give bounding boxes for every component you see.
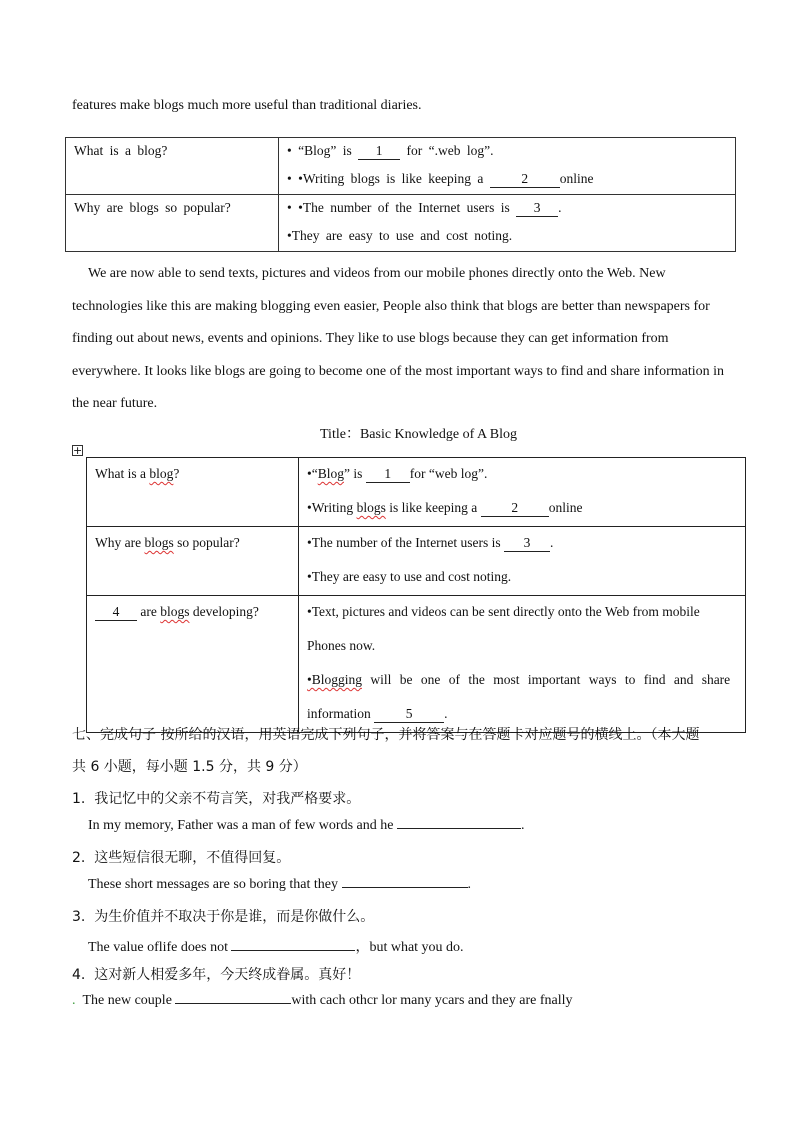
table-cell-answer bbox=[279, 195, 736, 252]
text: so popular? bbox=[173, 535, 240, 550]
text: •“ bbox=[307, 466, 318, 481]
text: •Blogging bbox=[307, 672, 362, 687]
table-cell-answer bbox=[279, 138, 736, 195]
blank-5[interactable]: 5 bbox=[374, 706, 444, 723]
answer-line bbox=[307, 664, 737, 698]
table-cell-answer bbox=[299, 527, 746, 596]
answer-blank[interactable] bbox=[397, 828, 521, 829]
text: blogs bbox=[160, 604, 190, 619]
question-text: Why are blogs so popular? bbox=[74, 200, 231, 215]
item-1-english bbox=[88, 818, 524, 834]
text: ? bbox=[173, 466, 180, 481]
answer-blank[interactable] bbox=[231, 950, 355, 951]
table-move-handle-icon[interactable]: + bbox=[73, 444, 83, 457]
text: developing? bbox=[189, 604, 259, 619]
answer-line: Phones now. bbox=[307, 638, 376, 653]
table-cell-question bbox=[66, 138, 279, 195]
answer-text: • •Writing blogs is like keeping a bbox=[287, 171, 484, 186]
english-text: ，but what you do. bbox=[355, 940, 464, 955]
section-heading: 七、完成句子 按所给的汉语，用英语完成下列句子，并将答案与在答题卡对应题号的横线上。（本大题 bbox=[72, 727, 700, 743]
table-row bbox=[66, 138, 736, 195]
answer-text: . bbox=[558, 200, 562, 215]
english-text: The value oflife does not bbox=[88, 940, 228, 955]
chinese-text: 这对新人相爱多年，今天终成眷属。真好！ bbox=[94, 967, 361, 983]
question-text bbox=[95, 596, 290, 630]
answer-line bbox=[307, 492, 737, 526]
answer-line: •Text, pictures and videos can be sent directly onto the Web from mobile bbox=[307, 604, 700, 619]
text: •Writing bbox=[307, 500, 357, 515]
chinese-text: 这些短信很无聊，不值得回复。 bbox=[94, 850, 291, 866]
blank-4[interactable]: 4 bbox=[95, 604, 137, 621]
answer-line bbox=[287, 195, 727, 223]
answer-line: •They are easy to use and cost noting. bbox=[307, 569, 512, 584]
text: is like keeping a bbox=[385, 500, 478, 515]
item-number: 3. bbox=[72, 909, 86, 925]
text: information bbox=[307, 706, 371, 721]
table-row bbox=[87, 458, 746, 527]
table-cell-question bbox=[87, 596, 299, 733]
text: online bbox=[548, 500, 583, 515]
answer-text: online bbox=[559, 171, 594, 186]
answer-text: for “.web log”. bbox=[406, 143, 494, 158]
question-text bbox=[95, 527, 290, 561]
english-text: with cach othcr lor many ycars and they are fnally bbox=[291, 993, 573, 1008]
item-4-chinese bbox=[72, 964, 360, 984]
chinese-text: 为生价值并不取决于你是谁，而是你做什么。 bbox=[94, 909, 375, 925]
table-row bbox=[87, 527, 746, 596]
answer-line bbox=[287, 166, 727, 194]
section-heading-line-2: 共 6 小题，每小题 1.5 分，共 9 分） bbox=[72, 759, 307, 775]
blank-2[interactable]: 2 bbox=[490, 171, 560, 188]
answer-line: •They are easy to use and cost noting. bbox=[287, 228, 513, 243]
item-1-chinese bbox=[72, 788, 360, 808]
bullet-dot: . bbox=[72, 993, 76, 1008]
item-number: 1. bbox=[72, 791, 86, 807]
text: . bbox=[444, 706, 448, 721]
answer-text: • “Blog” is bbox=[287, 143, 352, 158]
text: blog bbox=[149, 466, 174, 481]
table-cell-answer bbox=[299, 596, 746, 733]
item-2-chinese bbox=[72, 847, 290, 867]
answer-line bbox=[307, 527, 737, 561]
chinese-text: 我记忆中的父亲不苟言笑，对我严格要求。 bbox=[94, 791, 361, 807]
answer-blank[interactable] bbox=[175, 1003, 291, 1004]
text: ” is bbox=[343, 466, 363, 481]
answer-line bbox=[307, 458, 737, 492]
table-cell-question bbox=[87, 527, 299, 596]
table-cell-question bbox=[87, 458, 299, 527]
blank-3[interactable]: 3 bbox=[504, 535, 550, 552]
text: Blog bbox=[317, 466, 344, 481]
item-number: 4. bbox=[72, 967, 86, 983]
english-text: These short messages are so boring that they bbox=[88, 877, 338, 892]
text: blogs bbox=[356, 500, 386, 515]
text: are bbox=[140, 604, 161, 619]
answer-blank[interactable] bbox=[342, 887, 468, 888]
item-2-english bbox=[88, 877, 471, 893]
table-row bbox=[66, 195, 736, 252]
blank-1[interactable]: 1 bbox=[366, 466, 410, 483]
item-3-english bbox=[88, 936, 464, 956]
text: •The number of the Internet users is bbox=[307, 535, 501, 550]
answer-line bbox=[287, 138, 727, 166]
passage-paragraph: We are now able to send texts, pictures and videos from our mobile phones directly onto the Web. New technologies like this are making blogging even easier, People also think that blogs are better than newspapers for finding out about news, events and opinions. They like to use blogs because they can get information from everywhere. It looks like blogs are going to become one of the most important ways to find and share information in the near future. bbox=[72, 266, 725, 411]
text: will be one of the most important ways to find and share bbox=[361, 672, 731, 687]
answer-text: • •The number of the Internet users is bbox=[287, 200, 510, 215]
summary-table-2 bbox=[86, 457, 746, 733]
english-text: The new couple bbox=[82, 993, 172, 1008]
item-4-english bbox=[72, 993, 572, 1009]
blank-1[interactable]: 1 bbox=[358, 143, 400, 160]
table-row bbox=[87, 596, 746, 733]
question-text: What is a blog? bbox=[74, 143, 168, 158]
table-cell-question bbox=[66, 195, 279, 252]
blank-2[interactable]: 2 bbox=[481, 500, 549, 517]
text: What is a bbox=[95, 466, 150, 481]
table-title: Title：Basic Knowledge of A Blog bbox=[320, 427, 518, 442]
text: Why are bbox=[95, 535, 145, 550]
item-3-chinese bbox=[72, 906, 374, 926]
blank-3[interactable]: 3 bbox=[516, 200, 558, 217]
summary-table-1 bbox=[65, 137, 736, 252]
table-cell-answer bbox=[299, 458, 746, 527]
question-text bbox=[95, 458, 290, 492]
text: . bbox=[550, 535, 554, 550]
english-text: . bbox=[467, 877, 471, 892]
text: blogs bbox=[144, 535, 174, 550]
text: for “web log”. bbox=[409, 466, 488, 481]
english-text: In my memory, Father was a man of few words and he bbox=[88, 818, 394, 833]
intro-line: features make blogs much more useful than traditional diaries. bbox=[72, 98, 422, 113]
english-text: . bbox=[520, 818, 525, 833]
item-number: 2. bbox=[72, 850, 86, 866]
